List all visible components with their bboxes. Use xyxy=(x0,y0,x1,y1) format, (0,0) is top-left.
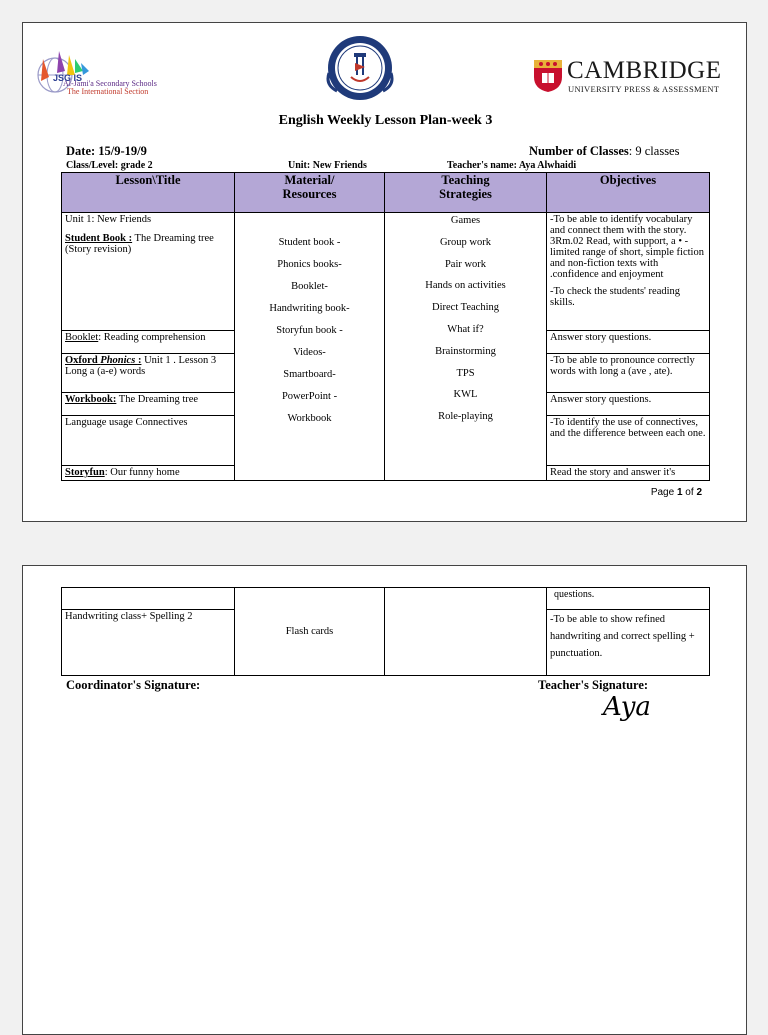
objective-text: 3Rm.02 Read, with support, a • -limited range of short, simple fiction and non-fiction texts with .confidence and enjoyment xyxy=(550,236,704,280)
objective-cell: -To be able to show refined handwriting and correct spelling + punctuation. xyxy=(547,610,710,676)
cambridge-wordmark: CAMBRIDGE xyxy=(567,57,722,84)
strategies-cell xyxy=(385,588,547,676)
material-item: Booklet- xyxy=(291,281,328,292)
material-item: Phonics books- xyxy=(277,259,342,270)
school-seal-logo xyxy=(325,33,395,103)
date-label: Date xyxy=(66,144,91,158)
school-section: The International Section xyxy=(67,87,149,96)
lesson-cell-language: Language usage Connectives xyxy=(62,416,235,466)
objective-cell: questions. xyxy=(547,588,710,610)
strategy-item: Hands on activities xyxy=(425,280,506,292)
cambridge-logo xyxy=(531,59,736,95)
material-item: Handwriting book- xyxy=(269,303,350,314)
strategy-item: Group work xyxy=(439,236,492,248)
col-header-strategies: Teaching Strategies xyxy=(385,173,547,213)
page-number: Page 1 of 2 xyxy=(650,487,702,498)
school-name: Al-Jami'a Secondary Schools xyxy=(63,79,157,88)
strategy-item: Pair work xyxy=(444,258,487,270)
classes-label: Number of Classes xyxy=(529,144,629,158)
lesson-cell-handwriting: Handwriting class+ Spelling 2 xyxy=(62,610,235,676)
col-header-objectives: Objectives xyxy=(547,173,710,213)
material-item: Storyfun book - xyxy=(276,325,343,336)
materials-cell xyxy=(235,213,385,481)
lesson-cell-student-book xyxy=(62,213,235,331)
materials-cell: Flash cards xyxy=(235,588,385,676)
date-field xyxy=(66,144,147,159)
lesson-cell-empty xyxy=(62,588,235,610)
lesson-cell-workbook: Workbook: The Dreaming tree xyxy=(62,393,235,416)
class-level: Class/Level: grade 2 xyxy=(66,160,153,171)
material-item: PowerPoint - xyxy=(281,391,338,402)
teacher-name: Teacher's name: Aya Alwhaidi xyxy=(447,160,577,171)
strategy-item: Brainstorming xyxy=(435,345,496,357)
strategy-item: What if? xyxy=(447,323,484,335)
objective-text: -To check the students' reading skills. xyxy=(550,286,681,308)
document-title: English Weekly Lesson Plan-week 3 xyxy=(278,113,493,128)
objective-cell: Answer story questions. xyxy=(547,331,710,354)
objective-cell: Answer story questions. xyxy=(547,393,710,416)
strategy-item: Direct Teaching xyxy=(432,302,499,314)
date-value: : 15/9-19/9 xyxy=(91,144,147,158)
table-row xyxy=(62,213,710,331)
material-item: Student book - xyxy=(278,237,341,248)
classes-value: : 9 classes xyxy=(628,144,680,158)
col-header-material: Material/ Resources xyxy=(235,173,385,213)
strategies-cell xyxy=(385,213,547,481)
strategy-item: KWL xyxy=(453,389,478,401)
cambridge-shield-icon xyxy=(533,59,563,93)
unit-title: Unit 1: New Friends xyxy=(65,214,152,225)
student-book-entry: Student Book : The Dreaming tree (Story revision) xyxy=(65,233,214,255)
document-page-1 xyxy=(22,22,747,522)
unit-name: Unit: New Friends xyxy=(288,160,367,171)
material-item: Smartboard- xyxy=(283,369,336,380)
objective-cell: -To be able to pronounce correctly words with long a (ave , ate). xyxy=(547,354,710,393)
objective-cell: Read the story and answer it's xyxy=(547,466,710,481)
teacher-signature: Aya xyxy=(603,692,651,722)
school-logo-text: JSG IS xyxy=(53,73,83,83)
lesson-cell-phonics: Oxford Phonics : Unit 1 . Lesson 3 Long a (a-e) words xyxy=(62,354,235,393)
classes-field xyxy=(529,144,679,159)
lesson-plan-table-continued xyxy=(61,587,710,676)
teacher-signature-label: Teacher's Signature: xyxy=(538,678,649,692)
material-item: Videos- xyxy=(293,347,326,358)
table-header-row xyxy=(62,173,710,213)
strategy-item: Role-playing xyxy=(438,411,493,423)
objective-cell: -To identify the use of connectives, and the difference between each one. xyxy=(547,416,710,466)
table-row xyxy=(62,588,710,610)
strategy-item: TPS xyxy=(456,367,475,379)
strategy-item: Games xyxy=(450,215,481,226)
lesson-cell-storyfun: Storyfun: Our funny home xyxy=(62,466,235,481)
lesson-cell-booklet: Booklet: Reading comprehension xyxy=(62,331,235,354)
material-item: Workbook xyxy=(287,413,332,424)
coordinator-signature-label: Coordinator's Signature: xyxy=(66,678,201,692)
col-header-lesson: Lesson\Title xyxy=(62,173,235,213)
objective-text: -To be able to identify vocabulary and connect them with the story. xyxy=(550,214,693,236)
document-page-2 xyxy=(22,565,747,1035)
cambridge-subtitle: UNIVERSITY PRESS & ASSESSMENT xyxy=(568,84,720,94)
objective-cell xyxy=(547,213,710,331)
lesson-plan-table xyxy=(61,172,710,481)
